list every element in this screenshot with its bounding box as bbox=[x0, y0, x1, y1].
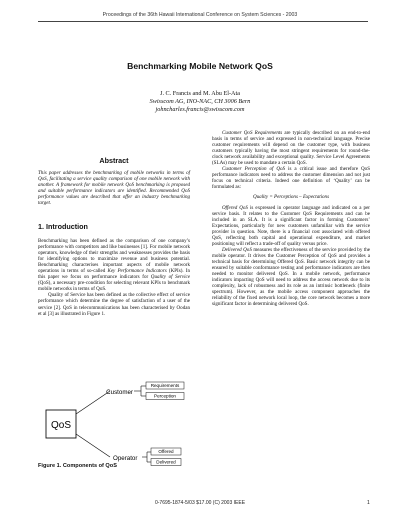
perception-label: Perception bbox=[154, 393, 176, 399]
intro-paragraph-1: Benchmarking has been defined as the comparison of one company’s performance with competitors and like businesses [1]. For mobile network operators, knowledge of their strengths and weaknesses provides the basis for identifying options to maximize revenue and business potential. Benchmarking characterises important aspects of mobile network operations in terms of so-called Key Performance Indicators (KPIs). In this paper we focus on performance indicators for Quality of Service (QoS), a necessary pre-condition for selecting relevant KPIs to benchmark mobile networks in terms of QoS. bbox=[38, 238, 191, 293]
qos-components-figure bbox=[38, 378, 190, 470]
qos-label: QoS bbox=[50, 420, 72, 431]
requirements-label: Requirements bbox=[150, 383, 180, 389]
page-number: 1 bbox=[367, 500, 370, 506]
copyright-footer: 0-7695-1874-5/03 $17.00 (C) 2003 IEEE bbox=[154, 500, 246, 506]
affiliation: Swisscom AG, INO-NAC, CH 3006 Bern bbox=[149, 98, 251, 105]
introduction-body bbox=[38, 238, 190, 317]
right-column-body bbox=[212, 130, 370, 307]
right-paragraph-2: Customer Perception of QoS is a critical issue and therefore QoS performance indicators need to address the customer dimension and not just focus on technical criteria. Indeed one definition of ‘Quality’ can be formulated as: bbox=[212, 166, 370, 191]
authors: J. C. Francis and M. Abu El-Ata bbox=[160, 90, 240, 97]
figure-caption: Figure 1. Components of QoS bbox=[38, 463, 117, 469]
customer-label: Customer bbox=[106, 389, 133, 396]
header-rule bbox=[38, 21, 368, 22]
intro-paragraph-2: Quality of Service has been defined as the collective effect of service performance which determine the degree of satisfaction of a user of the service [2]. QoS in telecommunications has been characterised by Oodan et al [3] as illustrated in Figure 1. bbox=[38, 292, 190, 317]
email: johncharles.francis@swisscom.com bbox=[155, 106, 245, 113]
delivered-label: Delivered bbox=[156, 459, 176, 465]
quality-formula: Quality = Perceptions – Expectations bbox=[252, 194, 330, 201]
right-paragraph-4: Delivered QoS measures the effectiveness of the service provided by the mobile operator. It drives the Customer Perception of QoS and provides a technical basis for determining Offered QoS. Basic network integrity can be ensured by suitable conformance testing and performance indicators are then needed to monitor delivered QoS. In a mobile network, performance indicators impacting QoS will need to address the access network due to its complexity, lack of robustness and its role as an intrinsic bottleneck (finite spectrum). However, as the mobile access component approaches the reliability of the fixed network local loop, the core network becomes a more significant factor in determining delivered QoS. bbox=[212, 246, 370, 308]
right-paragraph-3: Offered QoS is expressed in operator language and indicated on a per service basis. It relates to the Customer QoS Requirements and can be included in an SLA. It is a significant factor in forming Customers’ Expectations, particularly for new customers unfamiliar with the service provider in question. Note, there is a financial cost associated with offered QoS, reflecting both capital and operational expenditure, and market positioning will reflect a trade-off of quality versus price. bbox=[212, 204, 370, 247]
introduction-heading: 1. Introduction bbox=[38, 222, 88, 231]
paper-title: Benchmarking Mobile Network QoS bbox=[127, 61, 273, 71]
right-paragraph-1: Customer QoS Requirements are typically described on an end-to-end basis in terms of service and expressed in non-technical language. Precise customer requirements will depend on the customer type, with business customers typically having the most stringent requirements for round-the-clock network availability and exceptional quality. Service Level Agreements (SLAs) may be used to mandate a certain QoS. bbox=[212, 130, 370, 167]
operator-label: Operator bbox=[113, 455, 138, 462]
abstract-text: This paper addresses the benchmarking of mobile networks in terms of QoS, facilitating a service quality comparison of one mobile network with another. A framework for mobile network QoS benchmarking is proposed and suitable performance indicators are identified. Recommended QoS performance values are described that offer an industry benchmarking target. bbox=[38, 170, 190, 207]
offered-label: Offered bbox=[158, 449, 174, 455]
abstract-body bbox=[38, 170, 190, 206]
abstract-heading: Abstract bbox=[99, 156, 129, 165]
proceedings-header: Proceedings of the 36th Hawaii International Conference on System Sciences - 2003 bbox=[102, 12, 298, 18]
